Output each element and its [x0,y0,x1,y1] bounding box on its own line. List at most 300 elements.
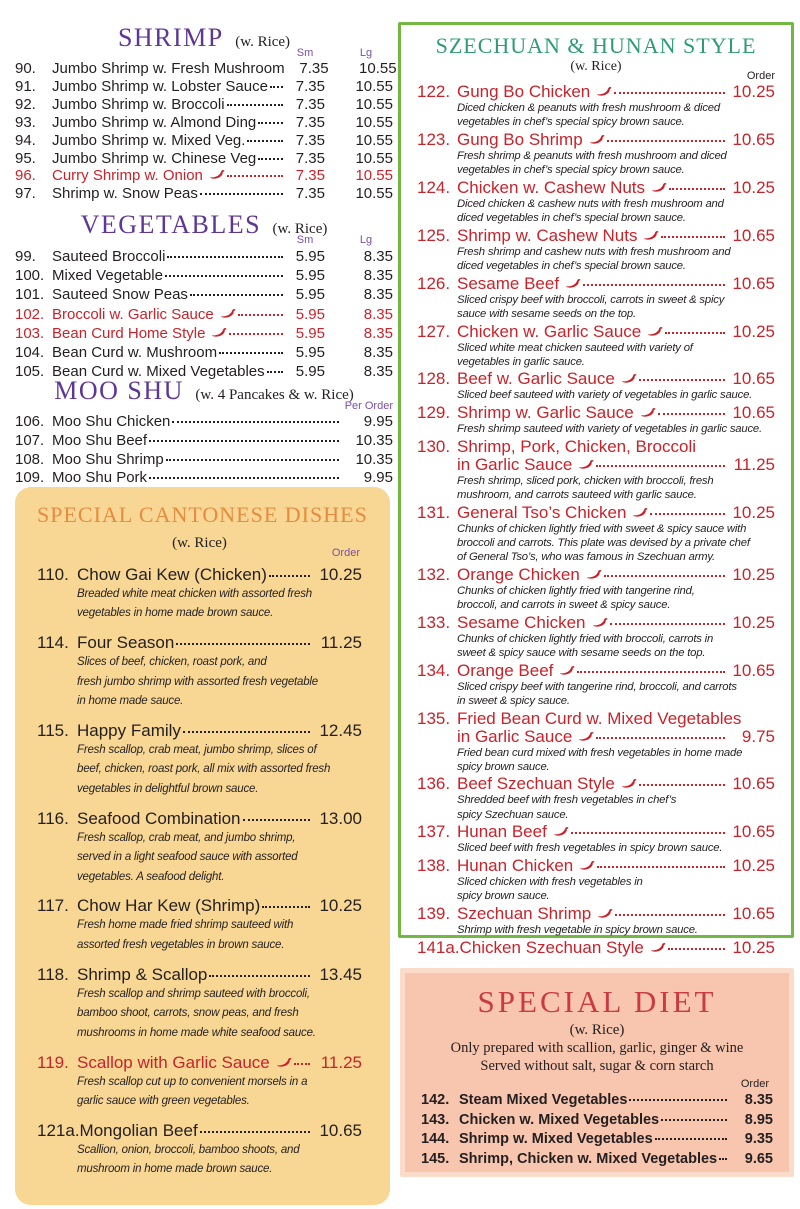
menu-item [15,132,393,150]
item-price: 10.55 [355,77,393,95]
menu-item [417,404,775,436]
item-price: 10.35 [355,431,393,449]
item-number: 119. [37,1052,69,1072]
item-description-line: Sliced beef sauteed with variety of vegetables in garlic sauce. [457,389,753,402]
item-number: 91. [15,77,36,95]
item-price: 10.25 [732,502,775,522]
item-description-line: bamboo shoot, carrots, snow peas, and fresh [77,1007,299,1020]
item-description-line: diced vegetables in chef’s special brown sauce. [457,212,686,225]
item-row [417,370,775,388]
item-description-line: spicy Szechuan sauce. [457,808,569,821]
chili-pepper-icon [275,1057,292,1068]
item-name: Moo Shu Shrimp [52,450,164,468]
item-row [15,150,393,168]
item-description-line: Sliced beef with fresh vegetables in spicy brown sauce. [457,842,723,855]
item-row [417,614,775,632]
item-number: 129. [417,403,451,423]
item-row [421,1111,773,1131]
column-label-order: Order [746,70,775,82]
item-name: Happy Family [77,721,181,741]
chili-pepper-icon [210,327,227,338]
item-row [37,632,362,653]
item-number: 134. [417,660,451,680]
column-label-sm: Sm [296,47,314,59]
item-price: 10.65 [732,822,775,842]
item-description-line: Fried bean curd mixed with fresh vegetables in home made [457,746,743,759]
menu-item [15,96,393,114]
menu-item [15,413,393,432]
chili-pepper-icon [620,373,637,384]
item-row [15,413,393,432]
item-price: 7.35 [295,113,325,131]
menu-item [417,370,775,402]
item-description-line: mushroom in home made brown sauce. [77,1163,273,1176]
item-row [417,823,775,841]
item-row [15,469,393,488]
item-price: 10.55 [355,113,393,131]
menu-item [417,131,775,177]
item-number: 142. [421,1092,450,1108]
item-name: Scallop with Garlic Sauce [77,1052,270,1072]
menu-item [417,227,775,273]
item-description-line: garlic sauce with green vegetables. [77,1094,250,1107]
item-row [37,895,362,916]
menu-item [417,504,775,565]
item-row [417,662,775,680]
menu-item [15,324,393,343]
item-row [37,964,362,985]
item-name: Mixed Vegetable [52,267,163,285]
section-title: SHRIMP [117,23,224,52]
item-list [421,1091,773,1169]
item-price: 5.95 [295,344,325,362]
item-name: Chow Gai Kew (Chicken) [77,565,267,584]
column-label-order: Order [740,1078,769,1090]
item-price: 10.25 [732,612,775,632]
item-price: 7.35 [295,77,325,95]
chili-pepper-icon [208,169,225,180]
item-number: 103. [15,324,45,342]
item-number: 141a. [417,937,460,957]
item-description-line: Fresh scallop and shrimp sauteed with broccoli, [77,987,310,1000]
item-row [417,710,775,728]
column-label-sm: Sm [296,234,314,246]
item-price: 10.65 [732,369,775,389]
item-name: Moo Shu Beef [52,431,148,449]
item-description-line: of General Tso’s, who was famous in Szechuan army. [457,551,715,564]
item-price: 10.65 [319,1120,362,1140]
item-description-line: assorted fresh vegetables in brown sauce. [77,938,285,951]
item-price: 10.65 [732,225,775,245]
item-price: 9.35 [744,1131,773,1148]
item-number: 90. [15,60,36,77]
item-row [15,60,397,78]
item-name: Orange Chicken [457,564,580,584]
item-price: 5.95 [295,305,325,323]
item-price: 8.35 [363,286,393,304]
section-header [15,377,393,405]
section-title: SPECIAL CANTONESE DISHES [37,502,368,527]
item-description-line: Fresh shrimp & peanuts with fresh mushroom and diced [457,149,727,162]
item-price: 8.35 [363,344,393,362]
item-price: 13.45 [319,964,362,984]
item-row [37,720,362,741]
item-name: Curry Shrimp w. Onion [52,167,203,185]
item-description-line: served in a light seafood sauce with assorted [77,851,298,864]
chili-pepper-icon [620,778,637,789]
item-price: 8.35 [363,363,393,381]
diet-note-line2: Served without salt, sugar & corn starch [480,1058,714,1074]
section-header [37,501,368,551]
item-number: 105. [15,363,45,381]
menu-item [417,939,775,957]
section-special-diet [400,968,794,1177]
menu-item [15,247,393,266]
column-label-order: Order [331,547,360,559]
item-name: Steam Mixed Vegetables [459,1092,628,1108]
item-number: 99. [15,248,36,265]
menu-item [15,78,393,96]
item-name: Seafood Combination [77,808,241,828]
item-price: 7.35 [295,167,325,185]
item-number: 116. [37,808,69,828]
section-special-cantonese-dishes [15,487,390,1205]
menu-item [417,823,775,855]
item-name: Mongolian Beef [79,1120,198,1140]
item-description-line: Slices of beef, chicken, roast pork, and [77,656,267,669]
menu-item [15,266,393,285]
item-price: 10.55 [355,185,393,203]
item-list [15,60,397,203]
item-row [417,323,775,341]
item-name: Sesame Beef [457,273,560,293]
item-row [37,1120,362,1141]
item-number: 102. [15,305,45,323]
chili-pepper-icon [578,860,595,871]
item-description-line: Fresh scallop, crab meat, jumbo shrimp, slices of [77,744,317,757]
item-description-line: vegetables in home made brown sauce. [77,607,274,620]
section-title: SZECHUAN & HUNAN STYLE [435,33,757,58]
menu-item [15,432,393,451]
item-price: 5.95 [295,248,325,265]
item-row [417,566,775,584]
item-price: 11.25 [320,633,362,653]
item-number: 137. [417,822,451,842]
item-name: Jumbo Shrimp w. Fresh Mushroom [52,60,285,77]
item-name: Gung Bo Chicken [457,82,591,101]
item-number: 135. [417,708,451,728]
item-description-line: Sliced white meat chicken sauteed with variety of [457,341,693,354]
item-number: 101. [15,286,45,304]
item-price: 7.35 [299,60,329,77]
item-name: Fried Bean Curd w. Mixed Vegetables [457,708,742,728]
item-name: Beef w. Garlic Sauce [457,369,615,389]
item-price: 10.25 [732,937,775,957]
item-number: 126. [417,273,451,293]
chili-pepper-icon [596,908,613,919]
menu-item [417,857,775,903]
item-number: 133. [417,612,451,632]
item-row [15,432,393,451]
item-number: 123. [417,129,451,149]
menu-item [15,451,393,470]
item-price: 10.65 [732,774,775,794]
section-title: MOO SHU [54,376,184,405]
item-list [37,564,362,1180]
item-description-line: Fresh scallop, crab meat, and jumbo shrimp, [77,831,296,844]
item-number: 132. [417,564,451,584]
item-row [417,728,775,746]
item-row [421,1091,773,1111]
item-description-line: in sweet & spicy sauce. [457,694,570,707]
item-row [417,504,775,522]
item-row [37,1052,362,1073]
item-row [15,266,393,285]
item-row [417,438,775,456]
item-description-line: in home made sauce. [77,695,184,708]
item-price: 8.35 [363,248,393,265]
item-number: 93. [15,113,36,131]
item-row [15,78,393,96]
item-number: 139. [417,904,451,923]
item-name-line2: in Garlic Sauce [457,454,573,474]
section-moo-shu [15,377,393,488]
item-number: 96. [15,167,36,185]
chili-pepper-icon [577,459,594,470]
item-price: 9.75 [741,726,775,746]
chili-pepper-icon [650,182,667,193]
item-description-line: Chunks of chicken lightly fried with broccoli, carrots in [457,632,714,645]
item-row [15,285,393,304]
menu-item [15,185,393,203]
section-title: SPECIAL DIET [477,984,717,1019]
item-row [15,451,393,470]
item-name: Shrimp w. Mixed Vegetables [459,1131,653,1148]
item-name: Chow Har Kew (Shrimp) [77,896,261,916]
chili-pepper-icon [642,230,659,241]
item-name: Bean Curd w. Mixed Vegetables [52,363,265,381]
item-name: Bean Curd Home Style [52,324,206,342]
item-number: 115. [37,721,69,741]
item-price: 5.95 [295,324,325,342]
section-szechuan-hunan-style [398,22,794,957]
menu-item [417,438,775,502]
section-subtitle: (w. Rice) [569,1022,625,1038]
menu-item [15,469,393,488]
item-number: 94. [15,131,36,149]
section-subtitle: (w. Rice) [235,34,291,50]
item-price: 10.55 [355,149,393,167]
menu-item [15,114,393,132]
item-price: 10.25 [732,82,775,101]
section-header [421,985,773,1039]
item-number: 130. [417,436,451,456]
item-row [15,343,393,362]
item-name: Jumbo Shrimp w. Almond Ding [52,113,257,131]
item-name: Sesame Chicken [457,612,586,632]
section-header [417,33,775,75]
section-title: VEGETABLES [80,210,262,239]
item-row [417,275,775,293]
item-name: Shrimp, Chicken w. Mixed Vegetables [459,1150,718,1167]
item-name: Chicken w. Mixed Vegetables [459,1111,660,1128]
item-number: 108. [15,450,45,468]
item-price: 11.25 [320,1052,362,1072]
item-number: 136. [417,774,451,794]
item-name: Shrimp w. Snow Peas [52,185,198,203]
item-price: 7.35 [295,149,325,167]
item-name: Gung Bo Shrimp [457,129,583,149]
item-row [37,808,362,829]
item-description-line: fresh jumbo shrimp with assorted fresh vegetable [77,675,318,688]
item-price: 10.55 [355,167,393,185]
item-description-line: mushroom, and carrots sauteed with garlic sauce. [457,489,697,502]
item-number: 145. [421,1150,450,1167]
menu-item [37,1120,362,1180]
item-description-line: Shredded beef with fresh vegetables in chef’s [457,794,677,807]
item-price: 10.25 [319,896,362,916]
item-description-line: Breaded white meat chicken with assorted fresh [77,588,312,600]
item-row [421,1150,773,1170]
item-description-line: Chunks of chicken lightly fried with tangerine rind, [457,584,695,597]
item-number: 127. [417,321,451,341]
menu-item [421,1150,773,1170]
item-description-line: Sliced crispy beef with tangerine rind, broccoli, and carrots [457,680,737,693]
item-price: 10.65 [732,403,775,423]
item-price: 11.25 [733,454,775,474]
item-name-line2: in Garlic Sauce [457,726,573,746]
section-subtitle: (w. 4 Pancakes & w. Rice) [195,387,354,403]
menu-item [37,1052,362,1112]
menu-item [417,662,775,708]
item-number: 122. [417,82,451,101]
item-row [417,939,775,957]
item-description-line: Sliced crispy beef with broccoli, carrots in sweet & spicy [457,293,725,306]
item-row [417,404,775,422]
item-name: Chicken w. Cashew Nuts [457,177,646,197]
item-row [417,456,775,474]
item-price: 7.35 [295,185,325,203]
item-number: 95. [15,149,36,167]
item-description-line: Fresh home made fried shrimp sauteed with [77,919,294,932]
item-row [417,905,775,923]
item-list [15,413,393,488]
menu-item [417,275,775,321]
item-description-line: Fresh scallop cut up to convenient morsels in a [77,1075,308,1088]
item-price: 10.65 [732,660,775,680]
item-row [417,131,775,149]
item-name: Jumbo Shrimp w. Lobster Sauce [52,77,268,95]
item-number: 118. [37,964,69,984]
item-description-line: Fresh shrimp, sliced pork, chicken with broccoli, fresh [457,474,714,487]
item-name: Orange Beef [457,660,554,680]
item-number: 110. [37,565,69,584]
menu-item [417,323,775,369]
section-shrimp [15,23,397,203]
diet-note-line1: Only prepared with scallion, garlic, ginger & wine [450,1040,744,1056]
menu-item [37,720,362,799]
chili-pepper-icon [646,326,663,337]
item-name: Moo Shu Chicken [52,413,171,430]
item-number: 100. [15,267,45,285]
menu-item [37,632,362,711]
menu-item [37,895,362,955]
item-price: 10.25 [732,564,775,584]
item-list [15,247,393,381]
chili-pepper-icon [649,942,666,953]
item-price: 10.65 [732,273,775,293]
item-number: 117. [37,896,69,916]
item-number: 109. [15,469,45,487]
item-price: 7.35 [295,95,325,113]
item-name: General Tso’s Chicken [457,502,627,522]
item-description-line: vegetables in chef’s special spicy brown sauce. [457,116,685,129]
item-price: 10.65 [732,129,775,149]
menu-item [37,808,362,887]
item-name: Chicken w. Garlic Sauce [457,321,642,341]
menu-item [421,1111,773,1131]
item-name: Szechuan Shrimp [457,904,592,923]
section-subtitle: (w. Rice) [272,221,328,237]
menu-item [37,564,362,624]
item-number: 121a. [37,1120,80,1140]
chili-pepper-icon [552,826,569,837]
item-number: 144. [421,1131,450,1148]
item-description-line: sauce with sesame seeds on the top. [457,307,636,320]
column-label-lg: Lg [359,47,373,59]
chili-pepper-icon [639,407,656,418]
menu-item [417,179,775,225]
item-price: 7.35 [295,131,325,149]
item-row [417,83,775,101]
item-row [15,96,393,114]
chili-pepper-icon [219,308,236,319]
item-description-line: broccoli and carrots. This plate was devised by a private chef [457,536,750,549]
item-row [15,185,393,203]
item-number: 128. [417,369,451,389]
item-description-line: spicy brown sauce. [457,890,550,903]
item-description-line: vegetables. A seafood delight. [77,870,225,883]
item-price: 10.25 [319,565,362,584]
item-price: 13.00 [319,808,362,828]
item-description-line: Diced chicken & peanuts with fresh mushroom & diced [457,102,720,114]
item-number: 124. [417,177,451,197]
item-price: 9.65 [744,1150,773,1167]
item-number: 97. [15,185,36,203]
menu-item [417,83,775,129]
item-price: 10.25 [732,321,775,341]
item-price: 10.65 [732,904,775,923]
item-row [417,775,775,793]
item-number: 104. [15,344,45,362]
item-description-line: Scallion, onion, broccoli, bamboo shoots, and [77,1143,300,1156]
item-number: 131. [417,502,451,522]
menu-item [417,710,775,774]
section-subtitle: (w. Rice) [172,535,227,551]
item-number: 143. [421,1111,450,1128]
chili-pepper-icon [585,569,602,580]
item-price: 8.35 [363,324,393,342]
item-number: 92. [15,95,36,113]
item-name: Jumbo Shrimp w. Broccoli [52,95,225,113]
menu-item [15,305,393,324]
chili-pepper-icon [591,617,608,628]
item-description-line: vegetables in chef’s special spicy brown sauce. [457,164,685,177]
item-name: Hunan Chicken [457,856,574,876]
item-price: 10.25 [732,177,775,197]
chili-pepper-icon [631,507,648,518]
menu-item [417,775,775,821]
